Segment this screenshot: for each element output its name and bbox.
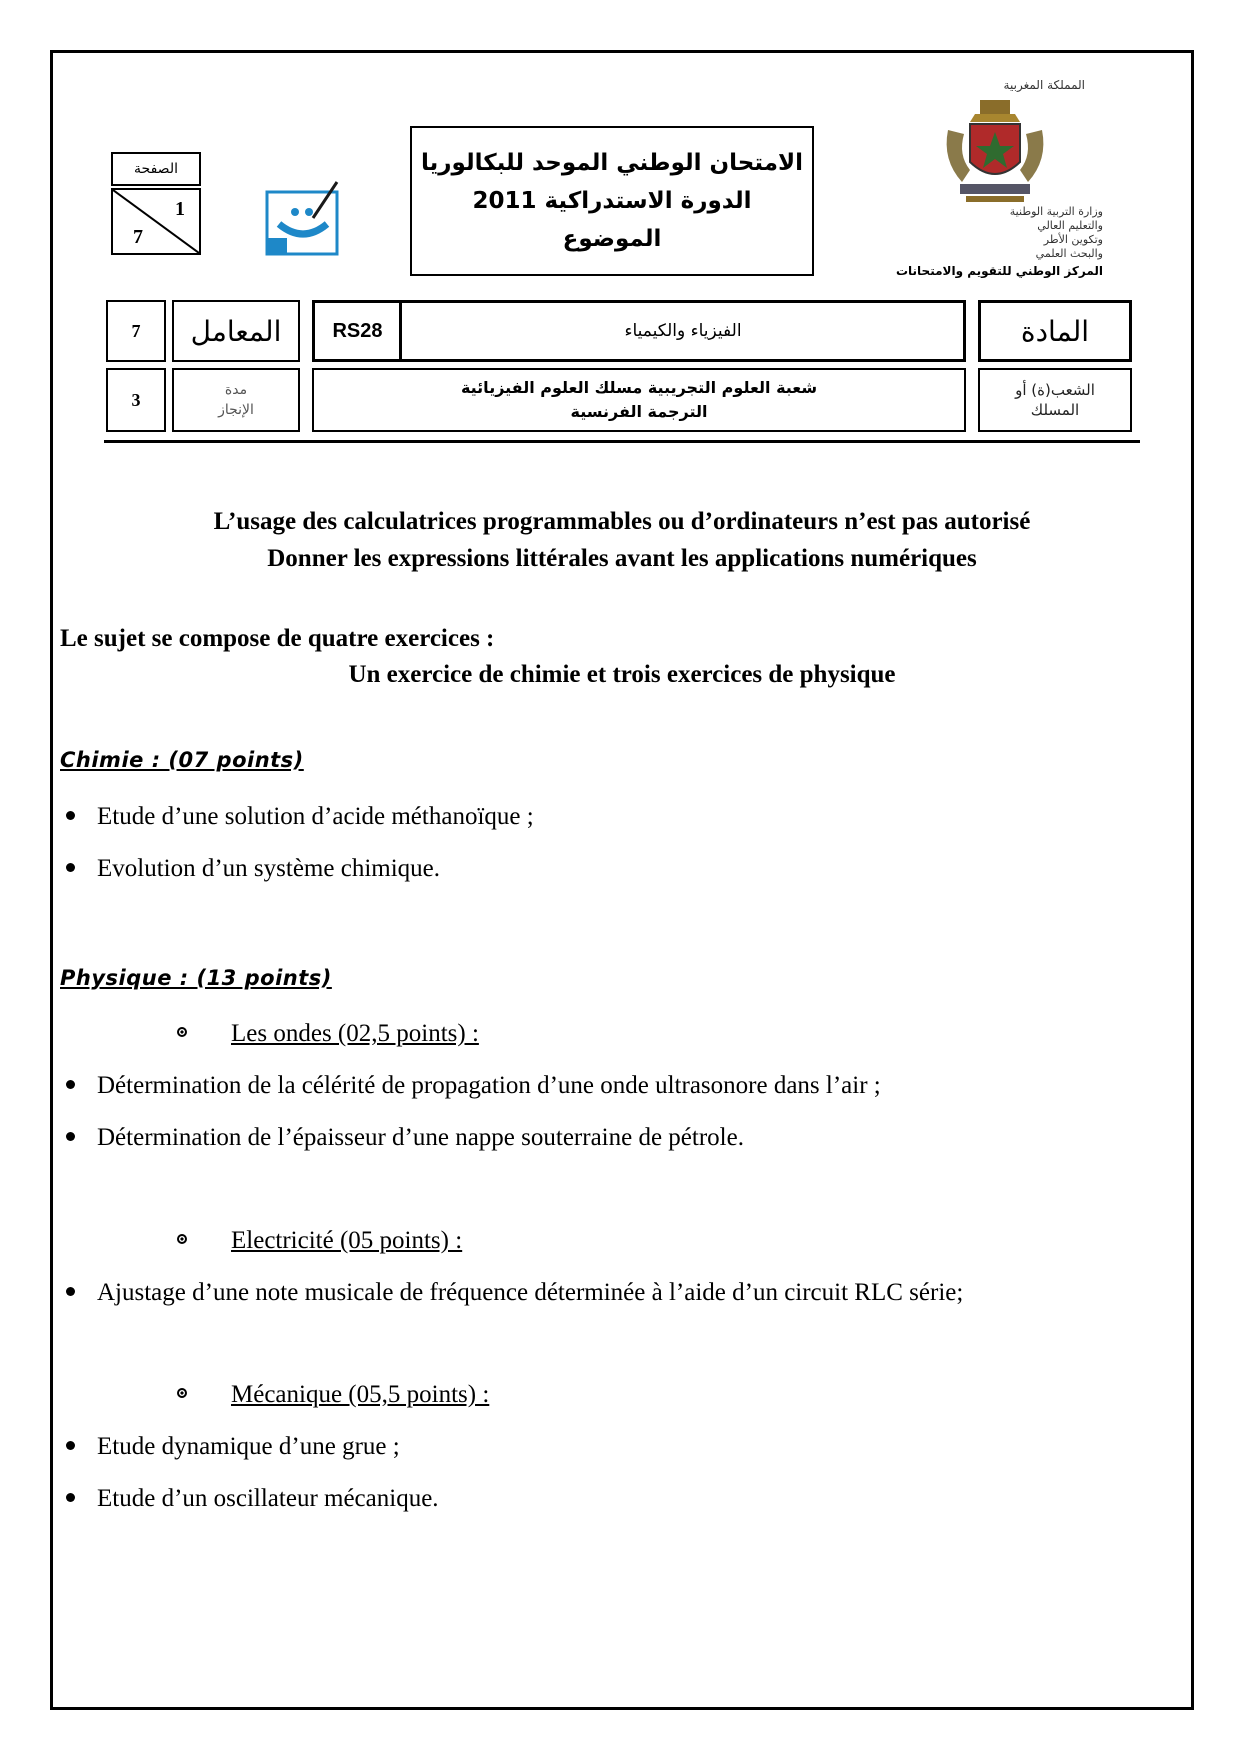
electricite-subheading	[177, 1227, 462, 1255]
exam-subject-word: الموضوع	[562, 226, 662, 252]
exam-center-logo-icon	[265, 178, 345, 256]
list-item	[66, 855, 440, 883]
coefficient-label: المعامل	[172, 300, 300, 362]
bullet-icon	[66, 1287, 75, 1296]
duration-label-line1: مدة	[224, 382, 248, 398]
ministry-line-3: وتكوين الأطر	[1043, 233, 1103, 246]
coat-of-arms-icon	[940, 100, 1050, 204]
bullet-icon	[66, 863, 75, 872]
list-item	[66, 1124, 744, 1152]
coefficient-value: 7	[106, 300, 166, 362]
kingdom-label: المملكة المغربية	[1003, 78, 1085, 92]
exam-title: الامتحان الوطني الموحد للبكالوريا	[421, 150, 803, 176]
mecanique-subheading	[177, 1381, 489, 1409]
bullet-icon	[66, 1493, 75, 1502]
intro-summary: Un exercice de chimie et trois exercices de physique	[348, 661, 896, 688]
sub-bullet-icon	[177, 1027, 187, 1037]
ondes-title: Les ondes (02,5 points) :	[231, 1020, 479, 1047]
sub-bullet-icon	[177, 1388, 187, 1398]
instruction-calculators: L’usage des calculatrices programmables ou d’ordinateurs n’est pas autorisé	[213, 508, 1031, 535]
branch-label	[978, 368, 1132, 432]
list-item	[66, 1072, 881, 1100]
bullet-icon	[66, 1441, 75, 1450]
ministry-line-4: والبحث العلمي	[1035, 247, 1103, 260]
ministry-line-2: والتعليم العالي	[1037, 219, 1103, 232]
list-item-text: Détermination de l’épaisseur d’une nappe souterraine de pétrole.	[97, 1124, 744, 1151]
branch-name: شعبة العلوم التجريبية مسلك العلوم الفيزيائية	[460, 378, 818, 397]
instruction-expressions: Donner les expressions littérales avant les applications numériques	[267, 545, 977, 572]
electricite-title: Electricité (05 points) :	[231, 1227, 463, 1254]
exam-title-box	[410, 126, 814, 276]
bullet-icon	[66, 1080, 75, 1089]
list-item	[66, 1279, 963, 1307]
diagonal-divider	[113, 190, 199, 253]
bullet-icon	[66, 1132, 75, 1141]
branch-cell	[312, 368, 966, 432]
exam-center-name: المركز الوطني للتقويم والامتحانات	[895, 264, 1103, 278]
exam-session: الدورة الاستدراكية 2011	[472, 188, 752, 214]
list-item-text: Etude dynamique d’une grue ;	[97, 1433, 400, 1460]
page-number: 1	[175, 198, 185, 220]
duration-label	[172, 368, 300, 432]
ondes-subheading	[177, 1020, 479, 1048]
mecanique-title: Mécanique (05,5 points) :	[231, 1381, 490, 1408]
list-item	[66, 1485, 439, 1513]
list-item-text: Evolution d’un système chimique.	[97, 855, 441, 882]
header-divider	[104, 440, 1140, 443]
subject-label: المادة	[978, 300, 1132, 362]
list-item-text: Etude d’un oscillateur mécanique.	[97, 1485, 439, 1512]
branch-label-line1: الشعب(ة) أو	[1015, 381, 1095, 399]
subject-code: RS28	[316, 302, 402, 360]
duration-value: 3	[106, 368, 166, 432]
chimie-heading: Chimie : (07 points)	[60, 748, 304, 772]
physique-heading: Physique : (13 points)	[60, 966, 332, 990]
translation-note: الترجمة الفرنسية	[570, 402, 708, 421]
page-fraction	[111, 188, 201, 255]
page-label: الصفحة	[111, 152, 201, 186]
page-total: 7	[133, 226, 143, 248]
sub-bullet-icon	[177, 1234, 187, 1244]
list-item	[66, 1433, 400, 1461]
list-item-text: Ajustage d’une note musicale de fréquence déterminée à l’aide d’un circuit RLC série;	[97, 1279, 964, 1306]
duration-label-line2: الإنجاز	[218, 402, 254, 418]
branch-label-line2: المسلك	[1030, 401, 1080, 419]
list-item	[66, 803, 534, 831]
page-indicator	[111, 152, 201, 255]
intro-line: Le sujet se compose de quatre exercices :	[60, 625, 495, 652]
subject-name: الفيزياء والكيمياء	[624, 321, 742, 341]
ministry-line-1: وزارة التربية الوطنية	[1009, 205, 1103, 218]
list-item-text: Détermination de la célérité de propagation d’une onde ultrasonore dans l’air ;	[97, 1072, 881, 1099]
ministry-block	[878, 205, 1103, 278]
list-item-text: Etude d’une solution d’acide méthanoïque ;	[97, 803, 534, 830]
bullet-icon	[66, 811, 75, 820]
